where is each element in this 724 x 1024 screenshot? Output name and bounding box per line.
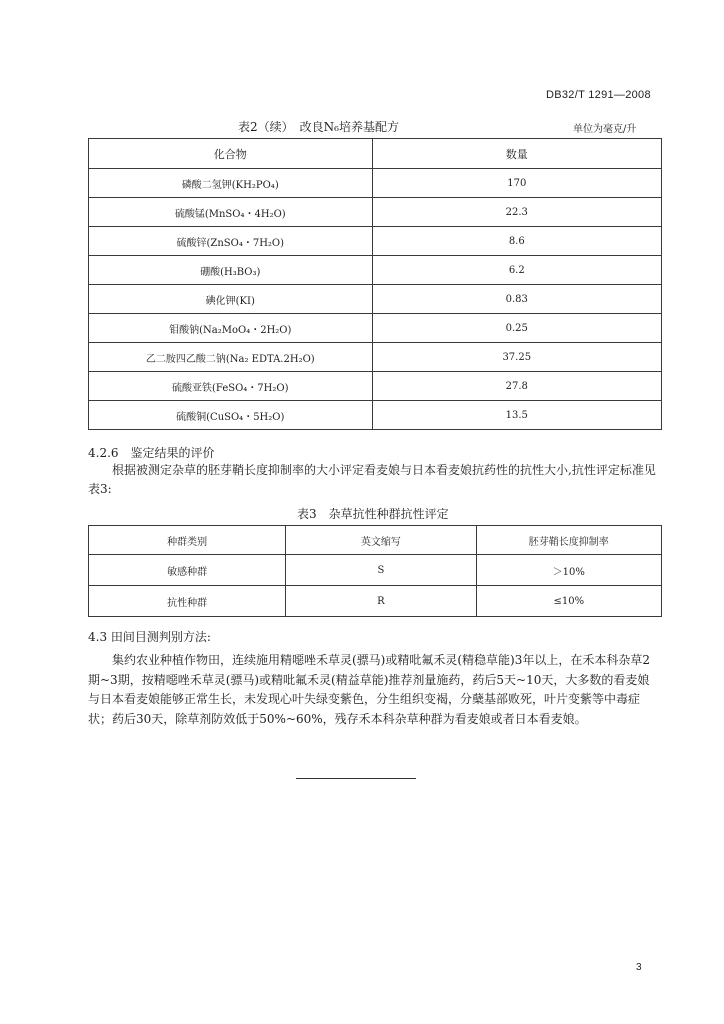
- table-row: [89, 285, 662, 314]
- table-row: [89, 586, 662, 617]
- table2-cell-amount: 6.2: [372, 256, 661, 285]
- table3-cell-abbreviation: S: [286, 555, 476, 586]
- table2-cell-compound: 硫酸锌(ZnSO₄・7H₂O): [89, 227, 373, 256]
- table2-header-row: [89, 139, 662, 169]
- table3-header-category: 种群类别: [89, 526, 286, 555]
- table-row: [89, 343, 662, 372]
- table2-cell-amount: 170: [372, 169, 661, 198]
- table2-cell-amount: 8.6: [372, 227, 661, 256]
- table2-cell-compound: 硫酸锰(MnSO₄・4H₂O): [89, 198, 373, 227]
- table2-cell-compound: 钼酸钠(Na₂MoO₄・2H₂O): [89, 314, 373, 343]
- standard-code: DB32/T 1291—2008: [546, 89, 651, 101]
- page-number: 3: [636, 962, 642, 973]
- table3-title: 表3 杂草抗性种群抗性评定: [297, 507, 449, 521]
- table-row: [89, 256, 662, 285]
- table3-cell-abbreviation: R: [286, 586, 476, 617]
- table2-cell-amount: 22.3: [372, 198, 661, 227]
- table2-cell-compound: 硫酸铜(CuSO₄・5H₂O): [89, 401, 373, 430]
- table2-title: 表2（续） 改良N₆培养基配方: [238, 120, 399, 134]
- end-rule: [296, 778, 416, 779]
- table3-header-inhibition: 胚芽鞘长度抑制率: [476, 526, 661, 555]
- table-row: [89, 227, 662, 256]
- table3-cell-inhibition: ＞10%: [476, 555, 661, 586]
- table3: [88, 525, 662, 617]
- table2: [88, 138, 662, 430]
- table-row: [89, 314, 662, 343]
- table2-cell-amount: 27.8: [372, 372, 661, 401]
- table2-header-amount: 数量: [372, 139, 661, 169]
- section-4-2-6-paragraph: 根据被测定杂草的胚芽鞘长度抑制率的大小评定看麦娘与日本看麦娘抗药性的抗性大小,抗性评定标准见表3:: [88, 463, 656, 496]
- table2-unit: 单位为毫克/升: [573, 124, 637, 135]
- table3-header-abbreviation: 英文缩写: [286, 526, 476, 555]
- table2-cell-compound: 乙二胺四乙酸二钠(Na₂ EDTA.2H₂O): [89, 343, 373, 372]
- table-row: [89, 198, 662, 227]
- table2-cell-amount: 13.5: [372, 401, 661, 430]
- table2-cell-amount: 0.83: [372, 285, 661, 314]
- section-4-2-6-heading: 4.2.6 鉴定结果的评价: [88, 446, 215, 460]
- table-row: [89, 401, 662, 430]
- table2-header-compound: 化合物: [89, 139, 373, 169]
- table3-cell-category: 抗性种群: [89, 586, 286, 617]
- table2-cell-compound: 磷酸二氢钾(KH₂PO₄): [89, 169, 373, 198]
- table2-cell-amount: 0.25: [372, 314, 661, 343]
- table-row: [89, 372, 662, 401]
- table3-cell-inhibition: ≤10%: [476, 586, 661, 617]
- table3-cell-category: 敏感种群: [89, 555, 286, 586]
- table2-cell-compound: 硫酸亚铁(FeSO₄・7H₂O): [89, 372, 373, 401]
- table-row: [89, 555, 662, 586]
- section-4-3-heading: 4.3 田间目测判别方法:: [88, 630, 211, 644]
- table-row: [89, 169, 662, 198]
- table3-header-row: [89, 526, 662, 555]
- table2-cell-compound: 硼酸(H₃BO₃): [89, 256, 373, 285]
- section-4-3-paragraph: 集约农业种植作物田，连续施用精噁唑禾草灵(骠马)或精吡氟禾灵(精稳草能)3年以上，在禾本科杂草2期~3期，按精噁唑禾草灵(骠马)或精吡氟禾灵(精益草能)推荐剂量施药，药后5天~10天，大多数的看麦娘与日本看麦娘能够正常生长，未发现心叶失绿变紫色，分生组织变褐，分蘖基部败死，叶片变紫等中毒症状；药后30天，除草剂防效低于50%~60%，残存禾本科杂草种群为看麦娘或者日本看麦娘。: [88, 653, 650, 726]
- table2-cell-compound: 碘化钾(KI): [89, 285, 373, 314]
- table2-cell-amount: 37.25: [372, 343, 661, 372]
